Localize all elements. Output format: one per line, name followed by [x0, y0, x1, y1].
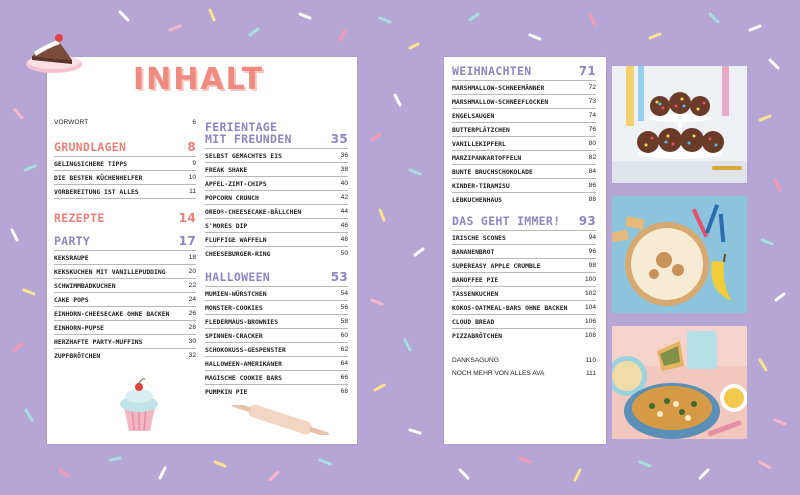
- section-page: 14: [178, 211, 196, 225]
- toc-entry-page: 86: [588, 182, 596, 189]
- toc-entry-page: 6: [192, 119, 196, 126]
- toc-entry-page: 54: [340, 290, 348, 297]
- toc-entry-page: 30: [188, 338, 196, 345]
- toc-entry-page: 62: [340, 346, 348, 353]
- toc-entry-label: SELBST GEMACHTES EIS: [205, 152, 282, 160]
- toc-entry-page: 50: [340, 250, 348, 257]
- toc-entry[interactable]: [452, 95, 596, 109]
- toc-entry-label: NOCH MEHR VON ALLES AVA: [452, 370, 545, 377]
- toc-entry-page: 32: [188, 352, 196, 359]
- toc-entry-label: ENGELSAUGEN: [452, 112, 495, 120]
- toc-entry-label: BUNTE BRUCHSCHOKOLADE: [452, 168, 533, 176]
- toc-column-2: [205, 121, 348, 398]
- toc-entry[interactable]: [452, 245, 596, 259]
- toc-entry-label: VANILLEKIPFERL: [452, 140, 506, 148]
- toc-entry-label: EINHORN-CHEESECAKE OHNE BACKEN: [54, 310, 170, 318]
- toc-entry[interactable]: [205, 233, 348, 247]
- toc-entry[interactable]: [452, 137, 596, 151]
- section-heading-grundlagen[interactable]: [54, 141, 196, 157]
- toc-entry-label: FLUFFIGE WAFFELN: [205, 236, 267, 244]
- rolling-pin-icon: [225, 405, 335, 435]
- toc-entry-page: 96: [588, 248, 596, 255]
- toc-entry-page: 102: [584, 290, 596, 297]
- toc-entry-page: 108: [584, 332, 596, 339]
- toc-entry-page: 44: [340, 208, 348, 215]
- toc-entry-label: CLOUD BREAD: [452, 318, 495, 326]
- toc-entry-page: 20: [188, 268, 196, 275]
- toc-entry-page: 46: [340, 222, 348, 229]
- toc-entry[interactable]: [452, 259, 596, 273]
- toc-entry[interactable]: [205, 343, 348, 357]
- toc-entry-label: CAKE POPS: [54, 296, 89, 304]
- toc-entry-page: 60: [340, 332, 348, 339]
- toc-entry-label: MONSTER-COOKIES: [205, 304, 263, 312]
- toc-entry-label: SCHOKOKUSS-GESPENSTER: [205, 346, 286, 354]
- toc-entry[interactable]: [205, 357, 348, 371]
- section-heading-weihnachten[interactable]: [452, 65, 596, 81]
- toc-entry-page: 88: [588, 196, 596, 203]
- toc-entry[interactable]: [205, 301, 348, 315]
- toc-entry[interactable]: [54, 321, 196, 335]
- section-title: WEIHNACHTEN: [452, 64, 532, 78]
- toc-entry-page: 110: [585, 357, 596, 364]
- toc-entry-label: FLEDERMAUS-BROWNIES: [205, 318, 279, 326]
- section-title: PARTY: [54, 234, 91, 248]
- toc-entry[interactable]: [452, 287, 596, 301]
- toc-entry-label: BUTTERPLÄTZCHEN: [452, 126, 510, 134]
- toc-entry-page: 111: [585, 370, 596, 377]
- toc-entry-label: CHEESEBURGER-RING: [205, 250, 271, 258]
- toc-entry-page: 94: [588, 234, 596, 241]
- toc-entry-page: 84: [588, 168, 596, 175]
- toc-entry-label: LEBKUCHENHAUS: [452, 196, 503, 204]
- toc-entry-page: 10: [188, 174, 196, 181]
- toc-entry[interactable]: [54, 279, 196, 293]
- toc-entry-page: 104: [584, 304, 596, 311]
- section-title: REZEPTE: [54, 211, 105, 225]
- toc-entry[interactable]: [205, 177, 348, 191]
- toc-entry[interactable]: [205, 149, 348, 163]
- toc-entry-page: 72: [588, 84, 596, 91]
- toc-entry-label: KOKOS-OATMEAL-BARS OHNE BACKEN: [452, 304, 568, 312]
- toc-entry-label: DANKSAGUNG: [452, 357, 499, 364]
- toc-entry-page: 40: [340, 180, 348, 187]
- toc-entry-label: KEKSKUCHEN MIT VANILLEPUDDING: [54, 268, 166, 276]
- toc-entry-page: 24: [188, 296, 196, 303]
- toc-entry-label: SPINNEN-CRACKER: [205, 332, 263, 340]
- toc-entry-label: MARZIPANKARTOFFELN: [452, 154, 522, 162]
- section-heading-ferientage[interactable]: [205, 121, 348, 149]
- toc-entry[interactable]: [54, 335, 196, 349]
- section-page: 71: [578, 64, 596, 78]
- toc-entry[interactable]: [54, 293, 196, 307]
- toc-entry[interactable]: [205, 205, 348, 219]
- toc-entry-page: 98: [588, 262, 596, 269]
- toc-entry-label: SCHWIMMBADKUCHEN: [54, 282, 116, 290]
- toc-entry-page: 22: [188, 282, 196, 289]
- toc-entry-page: 48: [340, 236, 348, 243]
- toc-entry[interactable]: [205, 247, 348, 260]
- toc-entry-label: HALLOWEEN-AMERIKANER: [205, 360, 282, 368]
- toc-entry-label: KEKSRAUPE: [54, 254, 89, 262]
- toc-entry[interactable]: [205, 287, 348, 301]
- section-page: 17: [178, 234, 196, 248]
- toc-entry-label: S'MORES DIP: [205, 222, 248, 230]
- toc-entry-page: 36: [340, 152, 348, 159]
- toc-entry[interactable]: [205, 191, 348, 205]
- toc-entry-page: 82: [588, 154, 596, 161]
- photo-cake-pops-stand: [612, 66, 747, 183]
- toc-entry[interactable]: [54, 307, 196, 321]
- toc-entry-page: 100: [584, 276, 596, 283]
- toc-entry-page: 11: [189, 188, 196, 195]
- toc-entry[interactable]: [54, 171, 196, 185]
- toc-entry-page: 76: [588, 126, 596, 133]
- toc-entry[interactable]: [205, 329, 348, 343]
- cupcake-icon: [112, 375, 167, 435]
- toc-entry[interactable]: [452, 273, 596, 287]
- toc-entry-label: KINDER-TIRAMISU: [452, 182, 510, 190]
- toc-column-3: [452, 65, 596, 380]
- toc-entry-page: 66: [340, 374, 348, 381]
- toc-entry[interactable]: [452, 151, 596, 165]
- toc-entry-label: VORBEREITUNG IST ALLES: [54, 188, 139, 196]
- toc-entry-label: PUMPKIN PIE: [205, 388, 248, 396]
- page-title: INHALT: [133, 62, 265, 97]
- toc-entry[interactable]: [54, 251, 196, 265]
- toc-entry[interactable]: [54, 349, 196, 362]
- toc-entry-page: 80: [588, 140, 596, 147]
- section-page: 53: [330, 270, 348, 284]
- toc-entry-page: 64: [340, 360, 348, 367]
- toc-entry-label: GELINGSICHERE TIPPS: [54, 160, 128, 168]
- section-title: GRUNDLAGEN: [54, 140, 127, 154]
- toc-entry-label: DIE BESTEN KÜCHENHELFER: [54, 174, 143, 182]
- photo-banoffee-pie: [612, 196, 747, 313]
- toc-entry-label: ZUPFBRÖTCHEN: [54, 352, 101, 360]
- section-page: 8: [187, 140, 196, 154]
- toc-entry-label: MAGISCHE COOKIE BARS: [205, 374, 282, 382]
- toc-entry[interactable]: [54, 185, 196, 199]
- toc-entry-page: 28: [188, 324, 196, 331]
- toc-entry-page: 26: [188, 310, 196, 317]
- toc-entry-label: IRISCHE SCONES: [452, 234, 506, 242]
- toc-entry-page: 73: [588, 98, 596, 105]
- toc-entry[interactable]: [54, 265, 196, 279]
- toc-entry-label: POPCORN CRUNCH: [205, 194, 259, 202]
- toc-entry-noch-mehr[interactable]: [452, 367, 596, 380]
- toc-entry[interactable]: [54, 157, 196, 171]
- section-title: [205, 121, 292, 145]
- toc-entry[interactable]: [452, 109, 596, 123]
- cake-slice-icon: [22, 26, 84, 76]
- toc-entry-danksagung[interactable]: [452, 354, 596, 367]
- section-title: HALLOWEEN: [205, 270, 271, 284]
- toc-entry-page: 74: [588, 112, 596, 119]
- toc-entry-label: OREO®-CHEESECAKE-BÄLLCHEN: [205, 208, 302, 216]
- toc-entry-label: APFEL-ZIMT-CHIPS: [205, 180, 267, 188]
- toc-entry[interactable]: [205, 371, 348, 385]
- toc-entry[interactable]: [452, 315, 596, 329]
- toc-entry[interactable]: [452, 231, 596, 245]
- toc-entry-page: 9: [192, 160, 196, 167]
- toc-entry[interactable]: [452, 123, 596, 137]
- toc-entry[interactable]: [452, 329, 596, 342]
- toc-entry[interactable]: [452, 81, 596, 95]
- toc-entry-label: TASSENKUCHEN: [452, 290, 499, 298]
- toc-entry-label: PIZZABRÖTCHEN: [452, 332, 503, 340]
- toc-entry-page: 42: [340, 194, 348, 201]
- toc-entry-label: BANOFFEE PIE: [452, 276, 499, 284]
- toc-entry[interactable]: [205, 163, 348, 177]
- toc-entry[interactable]: [452, 301, 596, 315]
- toc-entry-page: 56: [340, 304, 348, 311]
- toc-entry-label: MARSHMALLOW-SCHNEEFLOCKEN: [452, 98, 549, 106]
- toc-entry-label: MUMIEN-WÜRSTCHEN: [205, 290, 267, 298]
- toc-entry-vorwort[interactable]: [54, 116, 196, 129]
- toc-entry-label: FREAK SHAKE: [205, 166, 248, 174]
- toc-entry[interactable]: [205, 219, 348, 233]
- toc-entry-label: VORWORT: [54, 119, 89, 126]
- section-page: 93: [578, 214, 596, 228]
- toc-entry[interactable]: [452, 179, 596, 193]
- section-title-line2: MIT FREUNDEN: [205, 132, 292, 146]
- section-heading-halloween[interactable]: [205, 271, 348, 287]
- section-page: 35: [330, 132, 348, 146]
- toc-entry-label: BANANENBROT: [452, 248, 495, 256]
- toc-entry-label: HERZHAFTE PARTY-MUFFINS: [54, 338, 143, 346]
- toc-entry-page: 68: [340, 388, 348, 395]
- toc-entry-page: 58: [340, 318, 348, 325]
- photo-pizza-rolls: [612, 326, 747, 439]
- toc-entry-label: SUPEREASY APPLE CRUMBLE: [452, 262, 541, 270]
- section-title: DAS GEHT IMMER!: [452, 214, 561, 228]
- toc-entry-page: 18: [188, 254, 196, 261]
- toc-entry-page: 106: [584, 318, 596, 325]
- toc-entry-page: 38: [340, 166, 348, 173]
- section-heading-das-geht-immer[interactable]: [452, 215, 596, 231]
- section-title-line1: FERIENTAGE: [205, 120, 278, 134]
- toc-entry-label: MARSHMALLOW-SCHNEEMÄNNER: [452, 84, 545, 92]
- toc-entry[interactable]: [205, 315, 348, 329]
- toc-entry-label: EINHORN-PUPSE: [54, 324, 105, 332]
- section-heading-rezepte[interactable]: [54, 212, 196, 224]
- section-heading-party[interactable]: [54, 235, 196, 251]
- toc-column-1: [54, 116, 196, 362]
- toc-entry[interactable]: [452, 193, 596, 206]
- toc-entry[interactable]: [205, 385, 348, 398]
- toc-entry[interactable]: [452, 165, 596, 179]
